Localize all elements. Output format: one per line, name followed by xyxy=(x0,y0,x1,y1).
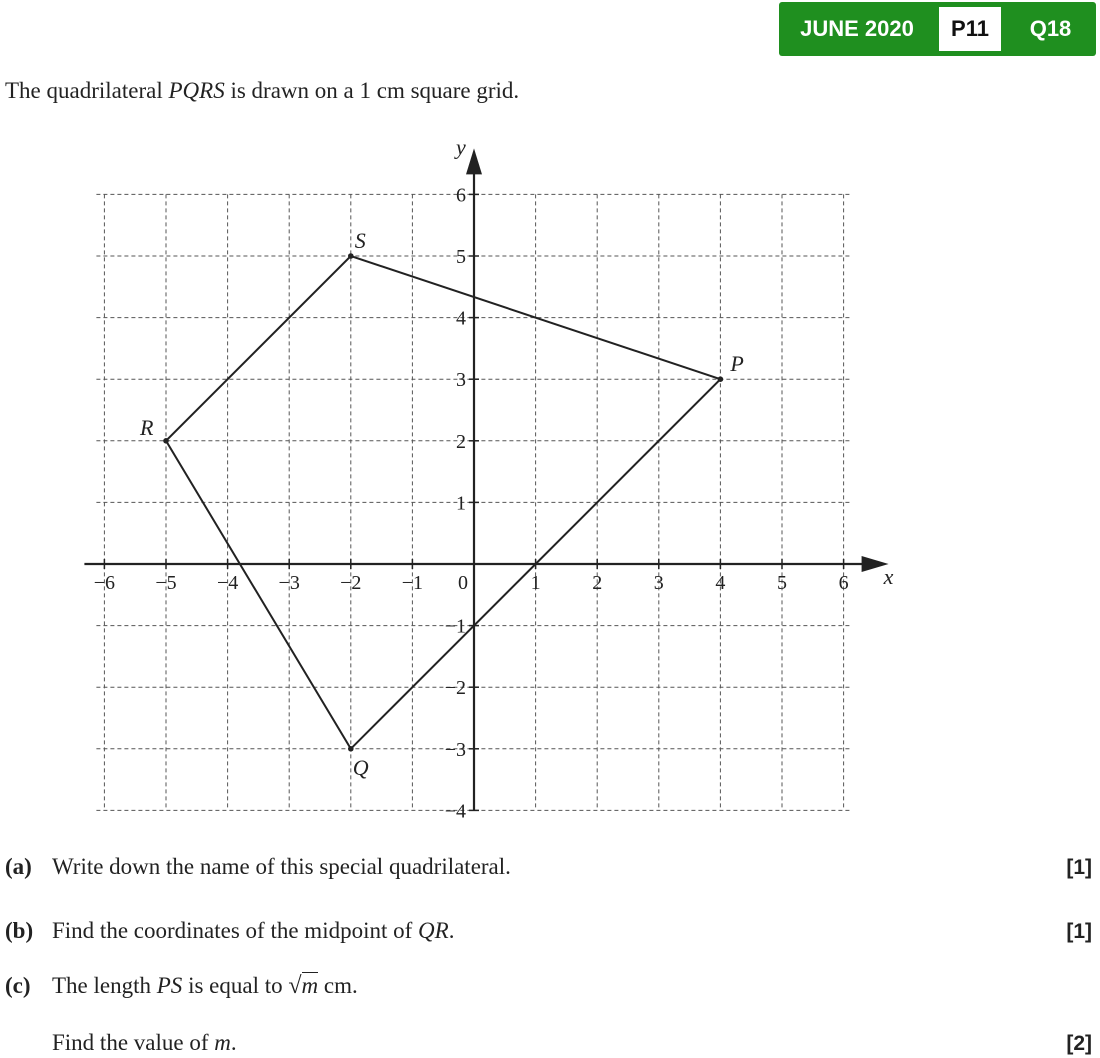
part-label: (b) xyxy=(5,918,34,943)
x-tick-label: 6 xyxy=(838,572,849,594)
axes xyxy=(84,134,893,810)
question-text: Write down the name of this special quadrilateral. xyxy=(52,854,511,879)
question-text: . xyxy=(230,1030,237,1055)
marks-allocation: [1] xyxy=(1066,920,1092,943)
vertex-point-p xyxy=(718,376,724,382)
y-tick-label: −4 xyxy=(444,800,466,823)
x-tick-label: 3 xyxy=(653,572,664,594)
exam-session: JUNE 2020 xyxy=(800,16,914,41)
origin-label: 0 xyxy=(458,572,468,594)
y-tick-label: 6 xyxy=(456,184,466,207)
question-text: Find the value of xyxy=(52,1030,215,1055)
question-text: Find the coordinates of the midpoint of xyxy=(52,918,419,943)
question-text: . xyxy=(448,918,455,943)
x-tick-label: −6 xyxy=(93,572,116,594)
question-text: m xyxy=(301,973,319,998)
part-label: (a) xyxy=(5,854,32,879)
question-text: The length xyxy=(52,973,157,998)
y-axis-label: y xyxy=(456,134,466,160)
part-label: (c) xyxy=(5,973,31,998)
x-tick-label: 1 xyxy=(530,572,541,594)
y-tick-label: −3 xyxy=(444,738,466,761)
question-text: QR xyxy=(418,918,449,943)
marks-allocation: [1] xyxy=(1066,856,1092,879)
sqrt-symbol: √ xyxy=(288,973,302,999)
vertex-labels xyxy=(139,228,744,780)
vertex-point-q xyxy=(348,746,354,752)
question-text: m xyxy=(214,1030,231,1055)
question-text: is equal to xyxy=(182,973,289,998)
vertex-label-q: Q xyxy=(352,754,369,780)
paper-number: P11 xyxy=(939,7,1001,51)
x-tick-label: 2 xyxy=(592,572,603,594)
x-tick-label: −4 xyxy=(216,572,239,594)
y-tick-label: 1 xyxy=(456,492,466,515)
x-tick-label: −5 xyxy=(155,572,177,594)
y-tick-label: 5 xyxy=(456,246,466,268)
question-text: cm. xyxy=(318,973,358,998)
x-tick-label: −2 xyxy=(340,572,362,594)
y-tick-label: 2 xyxy=(456,430,466,453)
y-tick-label: −2 xyxy=(444,677,466,700)
x-tick-label: 4 xyxy=(715,572,726,594)
question-number: Q18 xyxy=(1029,16,1072,41)
question-part xyxy=(5,973,358,1000)
vertex-point-s xyxy=(348,253,354,259)
y-tick-label: −1 xyxy=(444,615,466,638)
y-tick-label: 3 xyxy=(456,369,466,392)
vertex-label-r: R xyxy=(140,414,154,440)
vertex-point-r xyxy=(163,438,169,444)
intro-after: is drawn on a 1 cm square grid. xyxy=(224,78,520,103)
tick-labels xyxy=(94,184,849,822)
x-tick-label: −3 xyxy=(278,572,300,594)
vertex-label-s: S xyxy=(354,228,366,253)
x-tick-label: −1 xyxy=(401,572,424,594)
x-axis-label: x xyxy=(883,564,894,589)
marks-allocation: [2] xyxy=(1066,1032,1092,1055)
question-part xyxy=(5,1030,237,1056)
question-part xyxy=(5,854,511,880)
y-axis-arrowhead xyxy=(466,148,482,174)
question-text: PS xyxy=(156,973,183,998)
intro-shape-name: PQRS xyxy=(168,78,225,103)
y-tick-label: 4 xyxy=(456,307,466,330)
vertex-label-p: P xyxy=(730,351,744,377)
question-part xyxy=(5,918,454,944)
intro-before: The quadrilateral xyxy=(5,78,169,103)
x-tick-label: 5 xyxy=(777,572,787,594)
